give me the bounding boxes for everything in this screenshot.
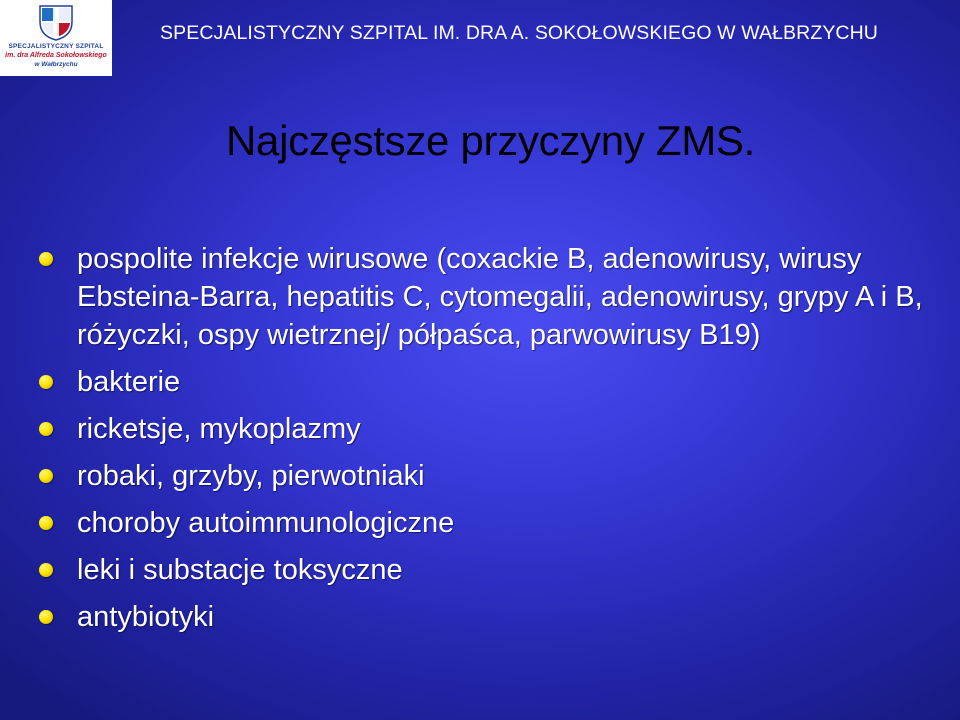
bullet-dot-icon (39, 252, 53, 266)
bullet-item-antibiotics (37, 598, 937, 636)
bullet-dot-icon (39, 563, 53, 577)
bullet-item-autoimmune (37, 504, 937, 542)
bullet-item-viral-infections (37, 240, 937, 354)
bullet-text: choroby autoimmunologiczne (77, 507, 455, 539)
logo-text-line2: im. dra Alfreda Sokołowskiego (5, 52, 107, 59)
bullet-text: antybiotyki (77, 601, 215, 633)
bullet-dot-icon (39, 469, 53, 483)
bullet-dot-icon (39, 375, 53, 389)
bullet-dot-icon (39, 422, 53, 436)
logo-text-line1: SPECJALISTYCZNY SZPITAL (8, 43, 104, 50)
bullet-text: bakterie (77, 366, 181, 398)
hospital-emblem-icon (36, 2, 76, 42)
bullet-item-drugs-toxins (37, 551, 937, 589)
bullet-text: ricketsje, mykoplazmy (77, 413, 361, 445)
bullet-dot-icon (39, 610, 53, 624)
bullet-text: robaki, grzyby, pierwotniaki (77, 460, 425, 492)
bullet-text: pospolite infekcje wirusowe (coxackie B, adenowirusy, wirusy Ebsteina-Barra, hepatitis C, cytomegalii, adenowirusy, grypy A i B, różyczki, ospy wietrznej/ półpaśca, parwowirusy B19) (77, 243, 923, 351)
logo-text-line3: w Wałbrzychu (34, 61, 78, 68)
hospital-name-header: SPECJALISTYCZNY SZPITAL IM. DRA A. SOKOŁOWSKIEGO W WAŁBRZYCHU (160, 22, 878, 44)
bullet-text: leki i substacje toksyczne (77, 554, 403, 586)
causes-bullet-list (37, 240, 937, 645)
bullet-item-rickettsia (37, 410, 937, 448)
slide-title: Najczęstsze przyczyny ZMS. (226, 117, 755, 164)
bullet-dot-icon (39, 516, 53, 530)
bullet-item-parasites (37, 457, 937, 495)
hospital-logo (0, 0, 112, 76)
bullet-item-bacteria (37, 363, 937, 401)
